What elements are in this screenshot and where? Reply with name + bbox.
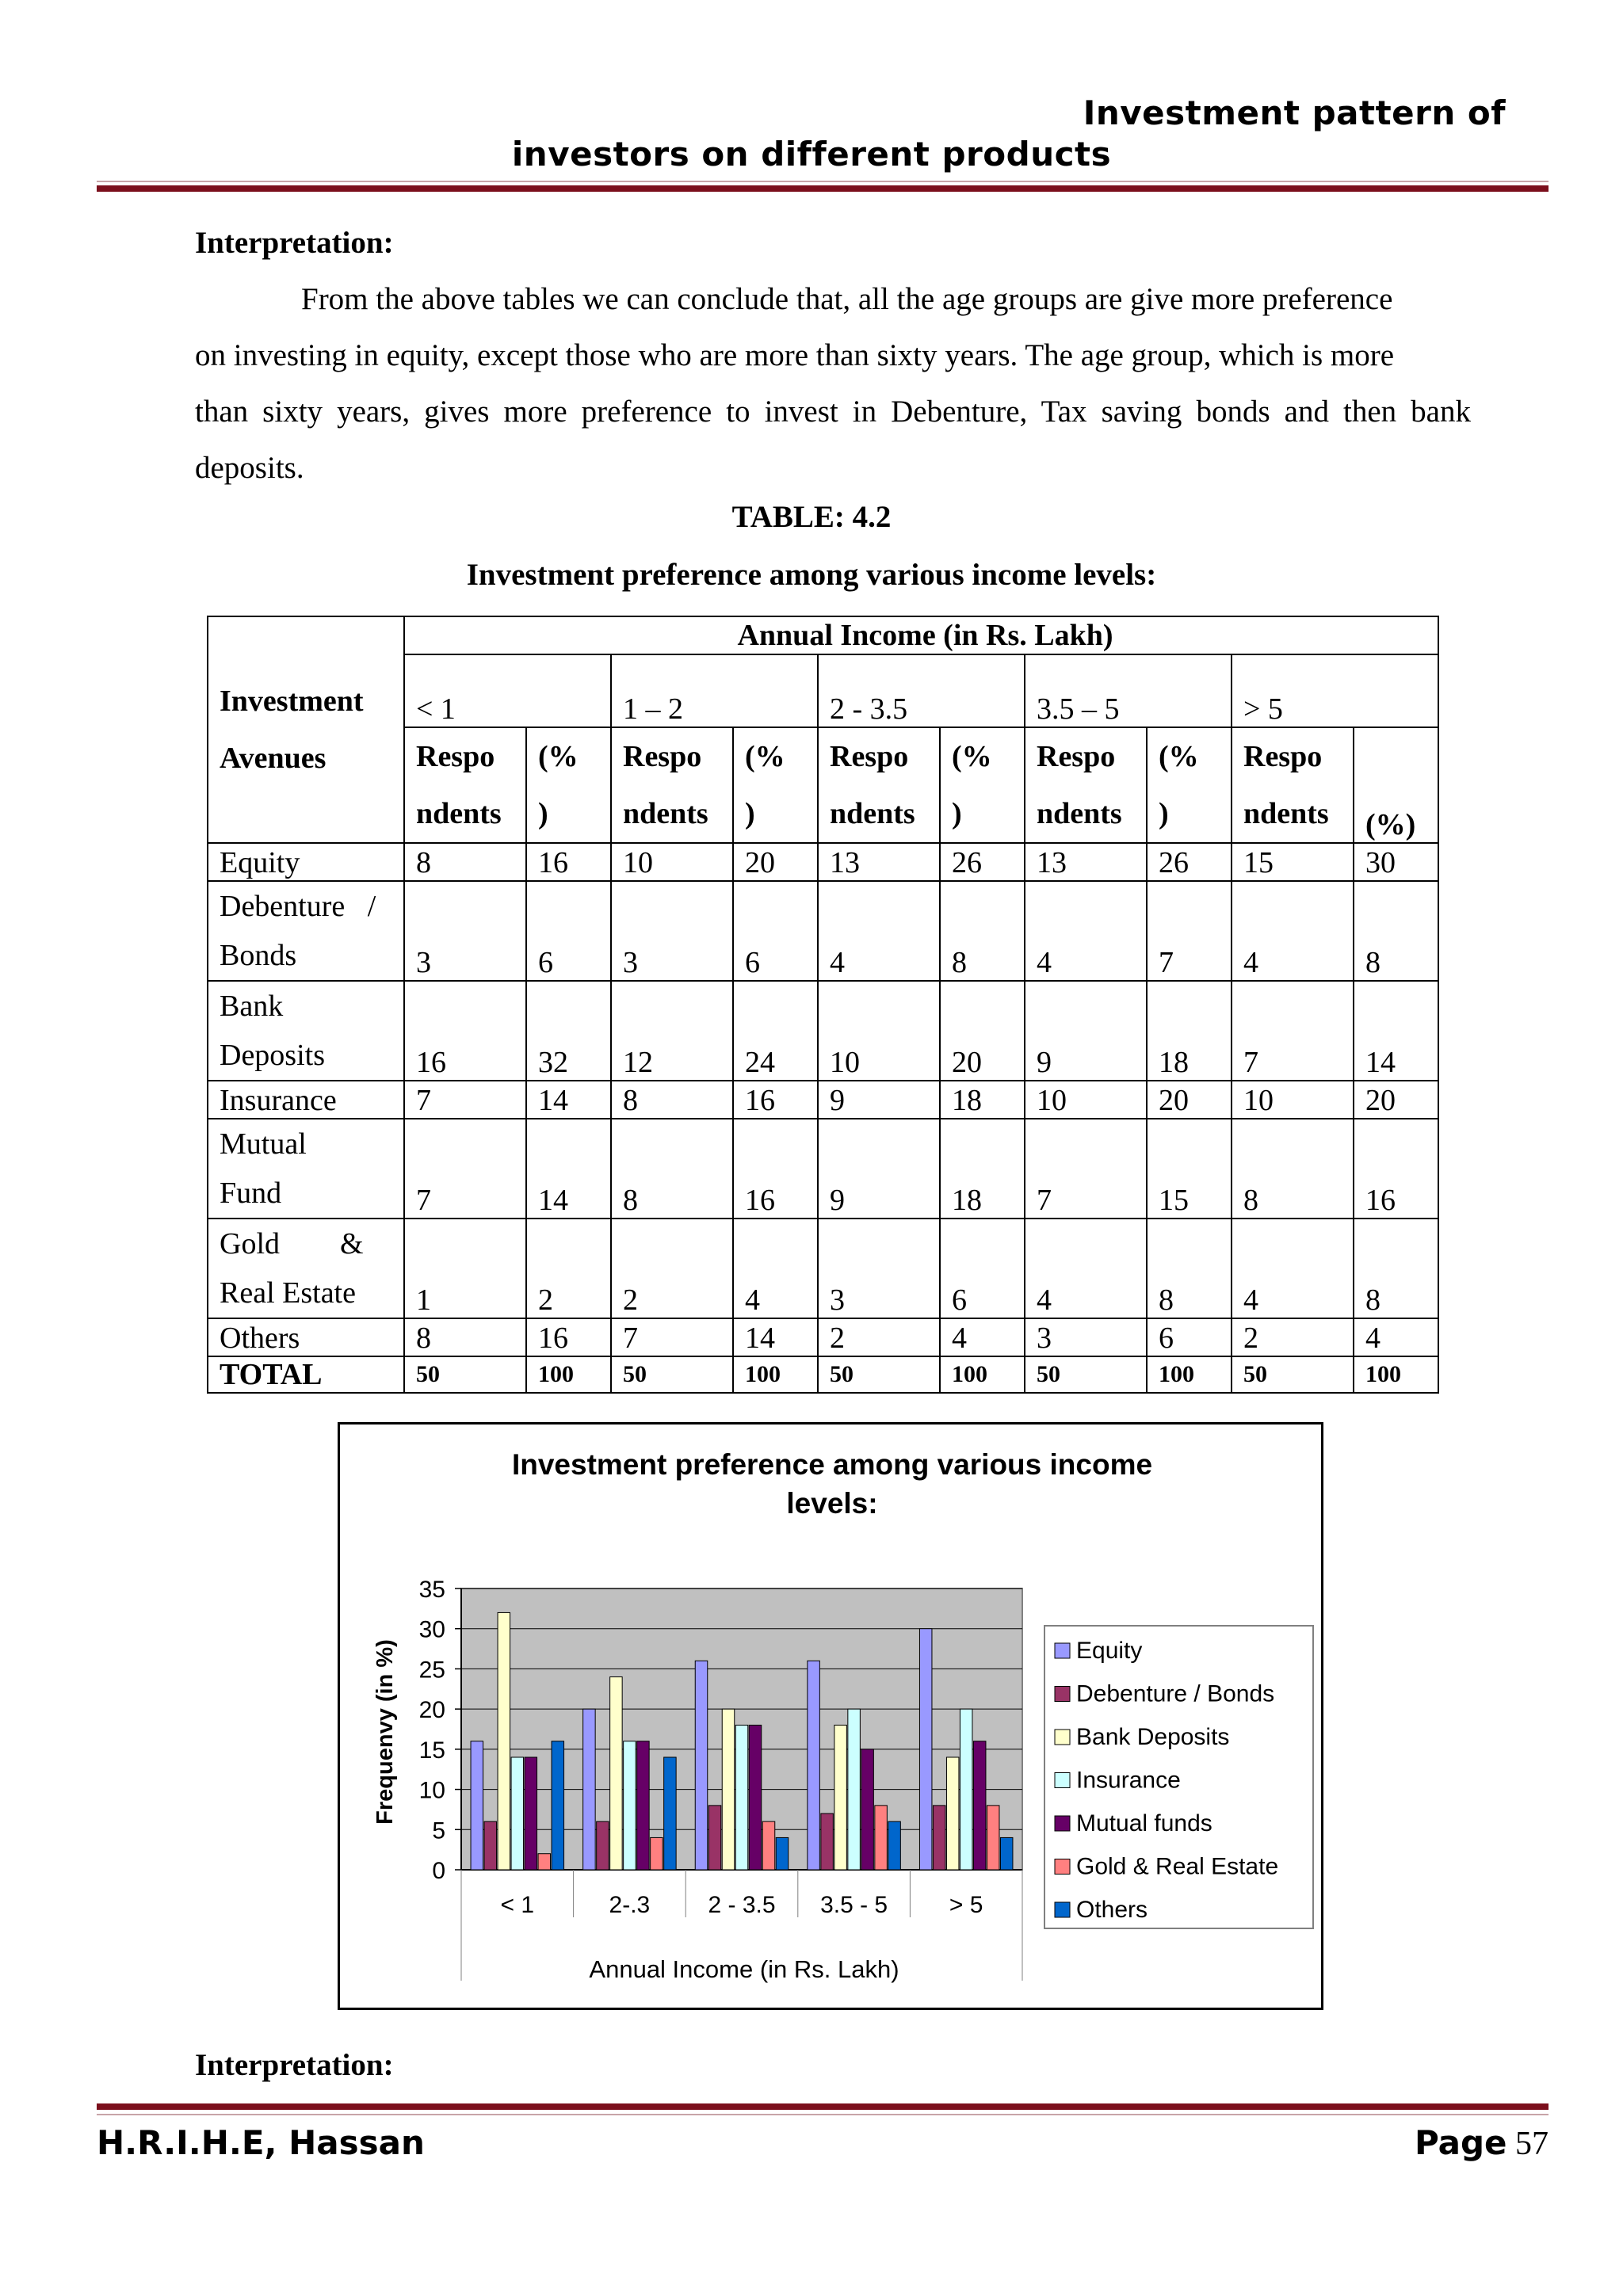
table-cell: 3 [818,1219,940,1318]
total-label: TOTAL [208,1356,404,1393]
table-cell: 20 [1147,1081,1232,1119]
bar [821,1814,834,1870]
table-cell: 9 [818,1081,940,1119]
table-cell: 3 [1025,1318,1147,1356]
table-cell: 8 [1354,881,1438,981]
bar [946,1757,959,1870]
table-cell: 8 [404,843,526,881]
respondents-header: Respo ndents [1025,727,1147,843]
header-investment-avenues: Investment Avenues [208,616,404,843]
total-cell: 50 [611,1356,733,1393]
table-cell: 4 [1354,1318,1438,1356]
legend-swatch [1055,1902,1070,1917]
bar [1000,1837,1013,1870]
income-level-header: 1 – 2 [611,654,818,727]
bar [498,1612,510,1870]
table-cell: 15 [1232,843,1354,881]
table-cell: 8 [1354,1219,1438,1318]
table-cell: 8 [611,1081,733,1119]
table-cell: 10 [1232,1081,1354,1119]
bar [651,1837,663,1870]
respondents-header: Respo ndents [404,727,526,843]
table-cell: 32 [526,981,611,1081]
y-tick-label: 35 [418,1577,445,1603]
total-cell: 100 [1354,1356,1438,1393]
table-cell: 8 [611,1119,733,1219]
bar [695,1661,708,1870]
bar [749,1725,762,1870]
table-number: TABLE: 4.2 [731,500,892,534]
bar [919,1629,932,1870]
bar [610,1677,623,1870]
total-cell: 100 [733,1356,818,1393]
table-cell: 3 [404,881,526,981]
y-tick-label: 5 [432,1817,445,1844]
table-cell: 4 [1025,1219,1147,1318]
respondents-header: Respo ndents [818,727,940,843]
paragraph-line-1: From the above tables we can conclude that, all the age groups are give more preference [301,282,1393,316]
avenue-name: Gold & Real Estate [208,1219,404,1318]
legend-label: Insurance [1076,1767,1181,1794]
percent-header: (% ) [526,727,611,843]
paragraph-line-2: on investing in equity, except those who are more than sixty years. The age group, which is more [195,338,1395,372]
avenue-name: Mutual Fund [208,1119,404,1219]
avenue-name: Others [208,1318,404,1356]
chart-x-axis-label: Annual Income (in Rs. Lakh) [589,1955,899,1983]
y-tick-label: 25 [418,1657,445,1684]
table-cell: 15 [1147,1119,1232,1219]
bar [973,1741,986,1870]
interpretation-heading: Interpretation: [195,226,394,260]
table-cell: 13 [1025,843,1147,881]
table-cell: 18 [940,1119,1025,1219]
legend-label: Others [1076,1897,1148,1923]
bar [538,1854,551,1870]
percent-header: (% ) [940,727,1025,843]
table-cell: 14 [1354,981,1438,1081]
total-cell: 50 [818,1356,940,1393]
table-cell: 8 [1232,1119,1354,1219]
total-cell: 50 [1025,1356,1147,1393]
avenue-name: Debenture / Bonds [208,881,404,981]
header-rule-thick [97,185,1549,192]
table-cell: 16 [733,1081,818,1119]
income-level-header: > 5 [1232,654,1438,727]
table-cell: 2 [1232,1318,1354,1356]
table-row [208,1318,1438,1356]
bar [960,1709,972,1870]
percent-header: (% ) [1147,727,1232,843]
table-cell: 30 [1354,843,1438,881]
legend-label: Debenture / Bonds [1076,1680,1275,1707]
table-row [208,843,1438,881]
table-cell: 16 [526,1318,611,1356]
bar [834,1725,847,1870]
x-tick-label: 2-.3 [609,1892,651,1918]
total-cell: 50 [404,1356,526,1393]
bar [848,1709,861,1870]
bar-chart [338,1422,1323,2010]
table-cell: 4 [940,1318,1025,1356]
total-cell: 100 [940,1356,1025,1393]
table-cell: 20 [1354,1081,1438,1119]
x-tick-label: > 5 [949,1892,983,1918]
avenue-name: Insurance [208,1081,404,1119]
table-cell: 8 [404,1318,526,1356]
table-cell: 18 [940,1081,1025,1119]
table-cell: 16 [733,1119,818,1219]
legend-label: Equity [1076,1638,1143,1664]
table-cell: 10 [1025,1081,1147,1119]
table-caption: Investment preference among various income levels: [466,558,1157,592]
bar [708,1806,721,1870]
table-row [208,881,1438,981]
total-cell: 100 [1147,1356,1232,1393]
x-tick-label: 3.5 - 5 [820,1892,888,1918]
footer-rule-thick [97,2103,1549,2110]
y-tick-label: 15 [418,1737,445,1764]
bar [583,1709,596,1870]
table-row [208,1119,1438,1219]
legend-swatch [1055,1859,1070,1875]
table-cell: 14 [526,1119,611,1219]
legend-label: Gold & Real Estate [1076,1853,1279,1880]
header-rule-thin [97,181,1549,182]
footer-page [1415,2123,1549,2163]
table-cell: 7 [404,1119,526,1219]
legend-swatch [1055,1773,1070,1788]
table-cell: 7 [1147,881,1232,981]
table-cell: 10 [611,843,733,881]
total-cell: 100 [526,1356,611,1393]
legend-label: Bank Deposits [1076,1724,1230,1750]
bar [762,1821,775,1870]
table-cell: 1 [404,1219,526,1318]
respondents-header: Respo ndents [1232,727,1354,843]
table-cell: 26 [940,843,1025,881]
legend-swatch [1055,1816,1070,1831]
legend-swatch [1055,1643,1070,1658]
income-level-header: 3.5 – 5 [1025,654,1232,727]
bar [484,1821,497,1870]
table-cell: 24 [733,981,818,1081]
legend-swatch [1055,1730,1070,1745]
bar [552,1741,564,1870]
bar [987,1806,999,1870]
percent-header: (%) [1354,727,1438,843]
income-level-header: 2 - 3.5 [818,654,1025,727]
total-cell: 50 [1232,1356,1354,1393]
income-investment-table [207,616,1439,1394]
header-title-line1: Investment pattern of [1083,93,1506,132]
bar [597,1821,609,1870]
table-row [208,1081,1438,1119]
paragraph-line-4: deposits. [195,451,304,485]
chart-title-line1: Investment preference among various income [511,1448,1153,1481]
table-cell: 8 [940,881,1025,981]
bar [735,1725,748,1870]
table-cell: 4 [1232,881,1354,981]
x-tick-label: 2 - 3.5 [708,1892,776,1918]
table-cell: 7 [1232,981,1354,1081]
table-cell: 4 [1232,1219,1354,1318]
paragraph-line-3: than sixty years, gives more preference to invest in Debenture, Tax saving bonds and then bank [195,395,1471,429]
table-cell: 20 [733,843,818,881]
footer-page-number: 57 [1515,2126,1549,2162]
header-title-line2: investors on different products [511,135,1112,174]
footer-rule-thin [97,2114,1549,2115]
total-row [208,1356,1438,1393]
y-tick-label: 10 [418,1777,445,1804]
table-cell: 7 [1025,1119,1147,1219]
x-tick-label: < 1 [500,1892,535,1918]
table-cell: 6 [733,881,818,981]
table-cell: 2 [526,1219,611,1318]
interpretation-heading-2: Interpretation: [195,2048,394,2082]
table-cell: 9 [818,1119,940,1219]
table-cell: 14 [733,1318,818,1356]
table-cell: 18 [1147,981,1232,1081]
bar [776,1837,789,1870]
bar [888,1821,901,1870]
chart-y-axis-label: Frequenvy (in %) [372,1639,398,1825]
bar [511,1757,524,1870]
avenue-name: Equity [208,843,404,881]
avenue-name: Bank Deposits [208,981,404,1081]
bar [933,1806,945,1870]
table-row [208,981,1438,1081]
table-cell: 4 [1025,881,1147,981]
bar-chart-svg [340,1425,1321,2008]
table-cell: 4 [733,1219,818,1318]
table-cell: 9 [1025,981,1147,1081]
footer-page-label: Page [1414,2123,1507,2162]
footer-institution: H.R.I.H.E, Hassan [97,2123,425,2162]
table-cell: 7 [611,1318,733,1356]
bar [722,1709,735,1870]
table-cell: 10 [818,981,940,1081]
table-cell: 2 [818,1318,940,1356]
table-cell: 6 [526,881,611,981]
table-cell: 8 [1147,1219,1232,1318]
legend-swatch [1055,1687,1070,1702]
table-cell: 16 [404,981,526,1081]
table-cell: 3 [611,881,733,981]
bar [471,1741,483,1870]
bar [875,1806,888,1870]
legend-label: Mutual funds [1076,1810,1212,1836]
chart-title-line2: levels: [786,1487,878,1520]
table-cell: 14 [526,1081,611,1119]
bar [861,1749,874,1870]
bar [808,1661,820,1870]
table-cell: 6 [1147,1318,1232,1356]
table-cell: 16 [526,843,611,881]
respondents-header: Respo ndents [611,727,733,843]
table-cell: 4 [818,881,940,981]
bar [624,1741,636,1870]
table-cell: 16 [1354,1119,1438,1219]
percent-header: (% ) [733,727,818,843]
table-row [208,1219,1438,1318]
table-cell: 26 [1147,843,1232,881]
header-annual-income: Annual Income (in Rs. Lakh) [404,616,1438,654]
bar [525,1757,537,1870]
table-cell: 2 [611,1219,733,1318]
table-cell: 20 [940,981,1025,1081]
y-tick-label: 20 [418,1697,445,1724]
y-tick-label: 30 [418,1616,445,1643]
table-cell: 13 [818,843,940,881]
bar [637,1741,650,1870]
table-cell: 6 [940,1219,1025,1318]
bar [664,1757,677,1870]
table-cell: 12 [611,981,733,1081]
y-tick-label: 0 [432,1858,445,1884]
table-cell: 7 [404,1081,526,1119]
income-level-header: < 1 [404,654,611,727]
